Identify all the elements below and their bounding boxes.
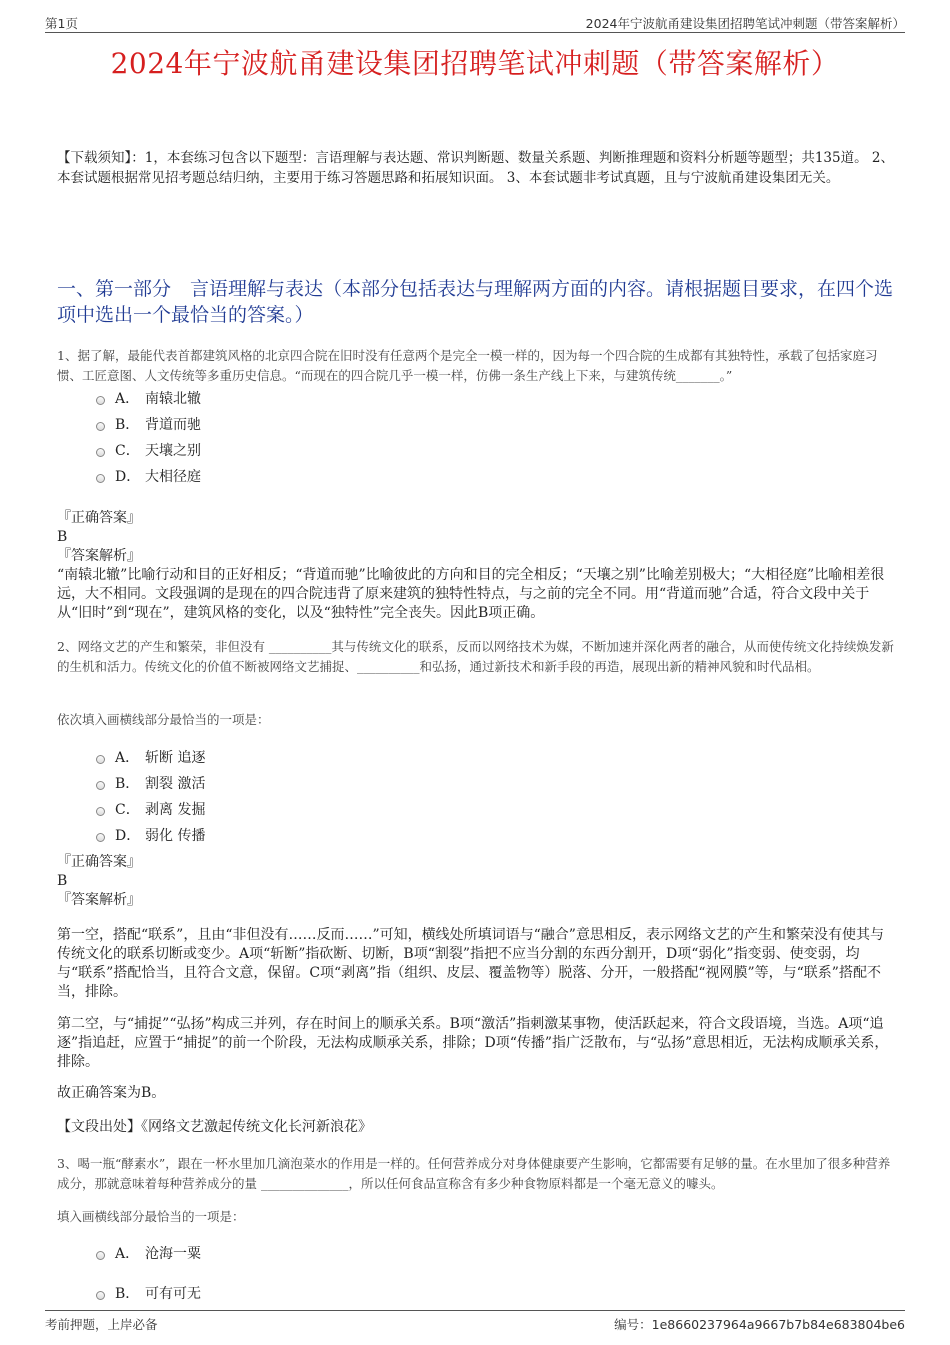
radio-icon[interactable] [96, 448, 105, 457]
header-doc-title: 2024年宁波航甬建设集团招聘笔试冲刺题（带答案解析） [585, 16, 905, 31]
question-3-text: 3、喝一瓶“酵素水”，跟在一杯水里加几滴泡菜水的作用是一样的。任何营养成分对身体健康要产生影响，它都需要有足够的量。在水里加了很多种营养成分，那就意味着每种营养成分的量 ______________，所以任何食品宣称含有多少种食物原料都是一个毫无意义的噱头。 [57, 1156, 891, 1191]
question-2-text: 2、网络文艺的产生和繁荣，非但没有 __________其与传统文化的联系，反而以网络技术为媒，不断加速并深化两者的融合，从而使传统文化持续焕发新的生机和活力。传统文化的价值不断被网络文艺捕捉、__________和弘扬，通过新技术和新手段的再造，展现出新的精神风貌和时代品相。 [57, 639, 894, 674]
option-letter: B． [115, 776, 140, 792]
question-3-prompt: 填入画横线部分最恰当的一项是： [57, 1209, 245, 1224]
q2-option-d[interactable] [96, 822, 205, 848]
option-letter: C． [115, 802, 140, 818]
option-text: 大相径庭 [145, 469, 201, 485]
option-letter: A． [115, 391, 140, 407]
q2-analysis-conclusion: 故正确答案为B。 [57, 1085, 166, 1101]
page-number: 第1页 [45, 16, 78, 31]
question-2-prompt: 依次填入画横线部分最恰当的一项是： [57, 712, 270, 727]
q2-analysis-paragraph-1: 第一空，搭配“联系”，且由“非但没有……反而……”可知，横线处所填词语与“融合”意思相反，表示网络文艺的产生和繁荣没有使其与传统文化的联系切断或变少。A项“斩断”指砍断、切断，B项“割裂”指把不应当分割的东西分割开，D项“弱化”指变弱、使变弱，均与“联系”搭配恰当，且符合文意，保留。C项“剥离”指（组织、皮层、覆盖物等）脱落、分开，一般搭配“视网膜”等，与“联系”搭配不当，排除。 [57, 927, 884, 1000]
option-text: 沧海一粟 [145, 1246, 201, 1262]
q1-option-b[interactable] [96, 411, 201, 437]
q2-analysis-paragraph-2: 第二空，与“捕捉”“弘扬”构成三并列，存在时间上的顺承关系。B项“激活”指刺激某事物，使活跃起来，符合文段语境，当选。A项“追逐”指追赶，应置于“捕捉”的前一个阶段，无法构成顺承关系，排除；D项“传播”指广泛散布，与“弘扬”意思相近，无法构成顺承关系，排除。 [57, 1016, 889, 1070]
q1-option-c[interactable] [96, 437, 201, 463]
q2-option-b[interactable] [96, 770, 205, 796]
option-letter: B． [115, 1286, 140, 1302]
radio-icon[interactable] [96, 755, 105, 764]
question-1-text: 1、据了解，最能代表首都建筑风格的北京四合院在旧时没有任意两个是完全一模一样的，因为每一个四合院的生成都有其独特性，承载了包括家庭习惯、工匠意图、人文传统等多重历史信息。“而现在的四合院几乎一模一样，仿佛一条生产线上下来，与建筑传统_______。” [57, 348, 878, 383]
section-heading: 一、第一部分 言语理解与表达（本部分包括表达与理解两方面的内容。请根据题目要求，在四个选项中选出一个最恰当的答案。） [57, 278, 894, 326]
analysis-text: “南辕北辙”比喻行动和目的正好相反；“背道而驰”比喻彼此的方向和目的完全相反；“天壤之别”比喻差别极大；“大相径庭”比喻相差很远，大不相同。文段强调的是现在的四合院违背了原来建筑的独特性特点，与之前的完全不同。用“背道而驰”合适，符合文段中关于从“旧时”到“现在”，建筑风格的变化，以及“独特性”完全丧失。因此B项正确。 [57, 567, 885, 621]
option-text: 剥离 发掘 [145, 802, 206, 818]
radio-icon[interactable] [96, 833, 105, 842]
radio-icon[interactable] [96, 1251, 105, 1260]
option-text: 可有可无 [145, 1286, 201, 1302]
option-text: 弱化 传播 [145, 828, 206, 844]
q3-option-b[interactable] [96, 1280, 201, 1306]
q2-source: 【文段出处】《网络文艺激起传统文化长河新浪花》 [57, 1119, 372, 1135]
option-text: 南辕北辙 [145, 391, 201, 407]
q3-option-a[interactable] [96, 1240, 201, 1266]
footer-slogan: 考前押题，上岸必备 [45, 1317, 158, 1332]
option-letter: D． [115, 469, 141, 485]
answer-label: 『正确答案』 [57, 510, 141, 526]
page-footer [45, 1310, 905, 1331]
radio-icon[interactable] [96, 1291, 105, 1300]
option-letter: C． [115, 443, 140, 459]
option-letter: A． [115, 1246, 140, 1262]
answer-value: B [57, 529, 68, 545]
radio-icon[interactable] [96, 474, 105, 483]
option-letter: D． [115, 828, 141, 844]
option-letter: B． [115, 417, 140, 433]
radio-icon[interactable] [96, 807, 105, 816]
radio-icon[interactable] [96, 781, 105, 790]
q1-option-d[interactable] [96, 463, 201, 489]
q2-option-c[interactable] [96, 796, 205, 822]
footer-code-label: 编号： [614, 1317, 652, 1332]
radio-icon[interactable] [96, 422, 105, 431]
option-text: 背道而驰 [145, 417, 201, 433]
radio-icon[interactable] [96, 396, 105, 405]
document-title: 2024年宁波航甬建设集团招聘笔试冲刺题（带答案解析） [110, 47, 840, 80]
question-1-answer [57, 509, 887, 623]
question-2-answer [57, 853, 887, 910]
footer-code [614, 1315, 905, 1333]
question-2-options [96, 744, 205, 848]
footer-code-value: 1e8660237964a9667b7b84e683804be6 [651, 1317, 905, 1332]
option-text: 斩断 追逐 [145, 750, 206, 766]
question-3-options [96, 1240, 201, 1306]
page-header [45, 14, 905, 33]
download-notice: 【下载须知】：1，本套练习包含以下题型：言语理解与表达题、常识判断题、数量关系题、判断推理题和资料分析题等题型；共135道。 2、本套试题根据常见招考题总结归纳，主要用于练习答题思路和拓展知识面。 3、本套试题非考试真题，且与宁波航甬建设集团无关。 [57, 150, 894, 186]
option-text: 割裂 激活 [145, 776, 206, 792]
option-letter: A． [115, 750, 140, 766]
question-1-options [96, 385, 201, 489]
answer-value: B [57, 873, 68, 889]
option-text: 天壤之别 [145, 443, 201, 459]
analysis-label: 『答案解析』 [57, 548, 141, 564]
q1-option-a[interactable] [96, 385, 201, 411]
answer-label: 『正确答案』 [57, 854, 141, 870]
q2-option-a[interactable] [96, 744, 205, 770]
analysis-label: 『答案解析』 [57, 892, 141, 908]
